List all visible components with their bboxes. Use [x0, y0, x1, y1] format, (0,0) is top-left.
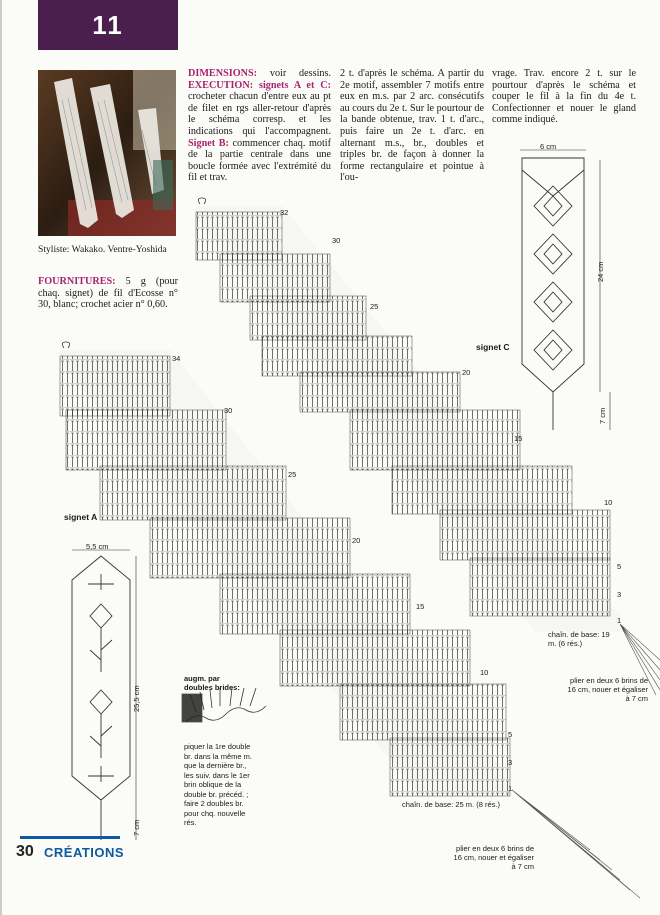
c-row-10: 10	[604, 498, 613, 507]
execution-text: crocheter chacun d'entre eux au pt de filet en rgs aller-retour d'après le schéma corresp. et les indications qui l'accompagnent.	[188, 91, 331, 137]
a-row-1: 1	[508, 784, 513, 793]
execution-label: EXECUTION: signets A et C:	[188, 79, 331, 91]
signet-c-tassel-note: plier en deux 6 brins de 16 cm, nouer et égaliser à 7 cm	[567, 676, 648, 703]
augm-diagram	[182, 688, 266, 722]
c-row-1: 1	[617, 616, 622, 625]
a-row-5: 5	[508, 730, 513, 739]
c-row-25: 25	[370, 302, 379, 311]
signet-a-tassel-note: plier en deux 6 brins de 16 cm, nouer et égaliser à 7 cm	[453, 844, 534, 871]
a-row-3: 3	[508, 758, 513, 767]
c-row-15: 15	[514, 434, 523, 443]
dimensions-text: voir dessins.	[269, 68, 332, 79]
signet-a-outline	[72, 550, 136, 840]
c-row-3: 3	[617, 590, 622, 599]
a-row-15: 15	[416, 602, 425, 611]
page-number: 30	[16, 843, 34, 860]
signet-a-tassel: 7 cm	[132, 819, 141, 836]
signet-c-height: 24 cm	[596, 261, 605, 282]
a-row-20: 20	[352, 536, 361, 545]
signet-a-width: 5,5 cm	[86, 542, 109, 551]
augm-text: piquer la 1re double br. dans la même m. que la dernière br., les suiv. dans le 1er brin oblique de la double br. précéd. ; faire 2 doubles br. pour chq. nouvelle rés.	[184, 742, 252, 827]
instructions-col-3: vrage. Trav. encore 2 t. sur le pourtour d'après le schéma et couper le fil à la fin du 4e t. Confectionner et nouer le gland comme indiqué.	[492, 68, 636, 126]
fournitures-label: FOURNITURES:	[38, 276, 116, 287]
magazine-logo: CRÉATIONS	[44, 845, 125, 860]
c-row-30: 30	[332, 236, 341, 245]
a-row-30: 30	[224, 406, 233, 415]
a-row-25: 25	[288, 470, 297, 479]
signet-b-label: Signet B:	[188, 137, 229, 149]
signet-c-width: 6 cm	[540, 142, 557, 151]
dimensions-label: DIMENSIONS:	[188, 68, 258, 79]
c-row-5: 5	[617, 562, 622, 571]
section-number-box: 11	[38, 0, 178, 50]
signet-a-label: signet A	[64, 512, 98, 522]
a-row-34: 34	[172, 354, 181, 363]
signet-c-tassel: 7 cm	[598, 407, 607, 424]
a-row-10: 10	[480, 668, 489, 677]
signet-c-label: signet C	[476, 342, 510, 352]
signet-a-height: 25,5 cm	[132, 685, 141, 712]
instructions-col-2: 2 t. d'après le schéma. A partir du 2e motif, assembler 7 motifs entre eux en m.s. par 2 arc. consécutifs au cours du 2e t. Sur le pourtour de la bande obtenue, trav. 1 t. d'arc., puis faire un 2e t. d'arc. en alternant m.s., br., doubles et triples br. de façon à donner la forme rectangulaire et pointue à l'ou-	[340, 68, 484, 184]
signet-b-text: commencer chaq. motif de la partie centrale dans une boucle formée avec l'extrémité du fil et trav.	[188, 137, 332, 184]
signet-c-outline	[520, 150, 610, 430]
signet-c-base: chaîn. de base: 19 m. (6 rés.)	[548, 630, 610, 648]
c-row-32: 32	[280, 208, 289, 217]
footer-rule	[20, 836, 120, 839]
fournitures-text: 5 g (pour chaq. signet) de fil d'Ecosse n° 30, blanc; crochet acier n° 0,60.	[38, 276, 178, 311]
signet-a-base: chaîn. de base: 25 m. (8 rés.)	[402, 800, 500, 809]
c-row-20: 20	[462, 368, 471, 377]
augm-title: augm. par doubles brides:	[184, 674, 240, 692]
photo-credit: Styliste: Wakako. Ventre-Yoshida	[38, 244, 167, 255]
